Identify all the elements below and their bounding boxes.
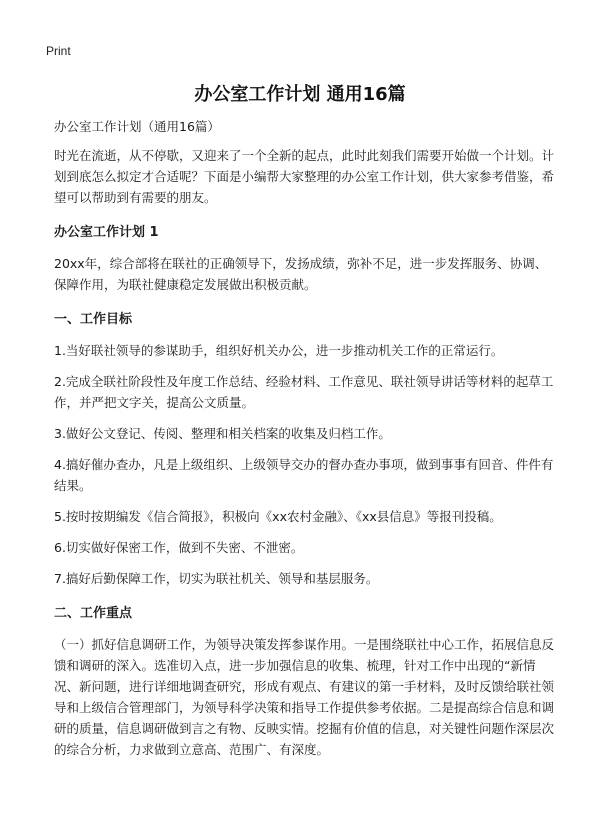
- print-link[interactable]: Print: [46, 44, 71, 58]
- document-body: [54, 116, 554, 760]
- heading-work-focus: 二、工作重点: [54, 606, 133, 621]
- goal-item: 4.搞好催办查办，凡是上级组织、上级领导交办的督办查办事项，做到事事有回音、件件有结果。: [54, 457, 554, 493]
- goal-item: 3.做好公文登记、传阅、整理和相关档案的收集及归档工作。: [54, 426, 391, 441]
- section-title: 办公室工作计划 1: [54, 225, 159, 240]
- intro-paragraph: 时光在流逝，从不停歇，又迎来了一个全新的起点，此时此刻我们需要开始做一个计划。计划到底怎么拟定才合适呢？下面是小编帮大家整理的办公室工作计划，供大家参考借鉴，希望可以帮助到有需要的朋友。: [54, 148, 555, 205]
- goal-item: 7.搞好后勤保障工作，切实为联社机关、领导和基层服务。: [54, 571, 379, 586]
- goal-item: 2.完成全联社阶段性及年度工作总结、经验材料、工作意见、联社领导讲话等材料的起草工作，并严把文字关，提高公文质量。: [54, 374, 554, 410]
- focus-paragraph: （一）抓好信息调研工作，为领导决策发挥参谋作用。一是围绕联社中心工作，拓展信息反馈和调研的深入。选准切入点，进一步加强信息的收集、梳理，针对工作中出现的“新情况、新问题，进行详细地调查研究，形成有观点、有建议的第一手材料，及时反馈给联社领导和上级信合管理部门，为领导科学决策和指导工作提供参考依据。二是提高综合信息和调研的质量，信息调研做到言之有物、反映实情。挖掘有价值的信息，对关键性问题作深层次的综合分析，力求做到立意高、范围广、有深度。: [54, 637, 555, 757]
- document-title: 办公室工作计划 通用16篇: [194, 84, 406, 105]
- section-intro-paragraph: 20xx年，综合部将在联社的正确领导下，发扬成绩，弥补不足，进一步发挥服务、协调、保障作用，为联社健康稳定发展做出积极贡献。: [54, 256, 548, 292]
- goal-item: 5.按时按期编发《信合简报》，积极向《xx农村金融》、《xx县信息》等报刊投稿。: [54, 509, 502, 524]
- document-subtitle: 办公室工作计划（通用16篇）: [54, 119, 220, 134]
- goal-item: 1.当好联社领导的参谋助手，组织好机关办公，进一步推动机关工作的正常运行。: [54, 343, 504, 358]
- heading-work-goals: 一、工作目标: [54, 312, 133, 327]
- goal-item: 6.切实做好保密工作，做到不失密、不泄密。: [54, 540, 304, 555]
